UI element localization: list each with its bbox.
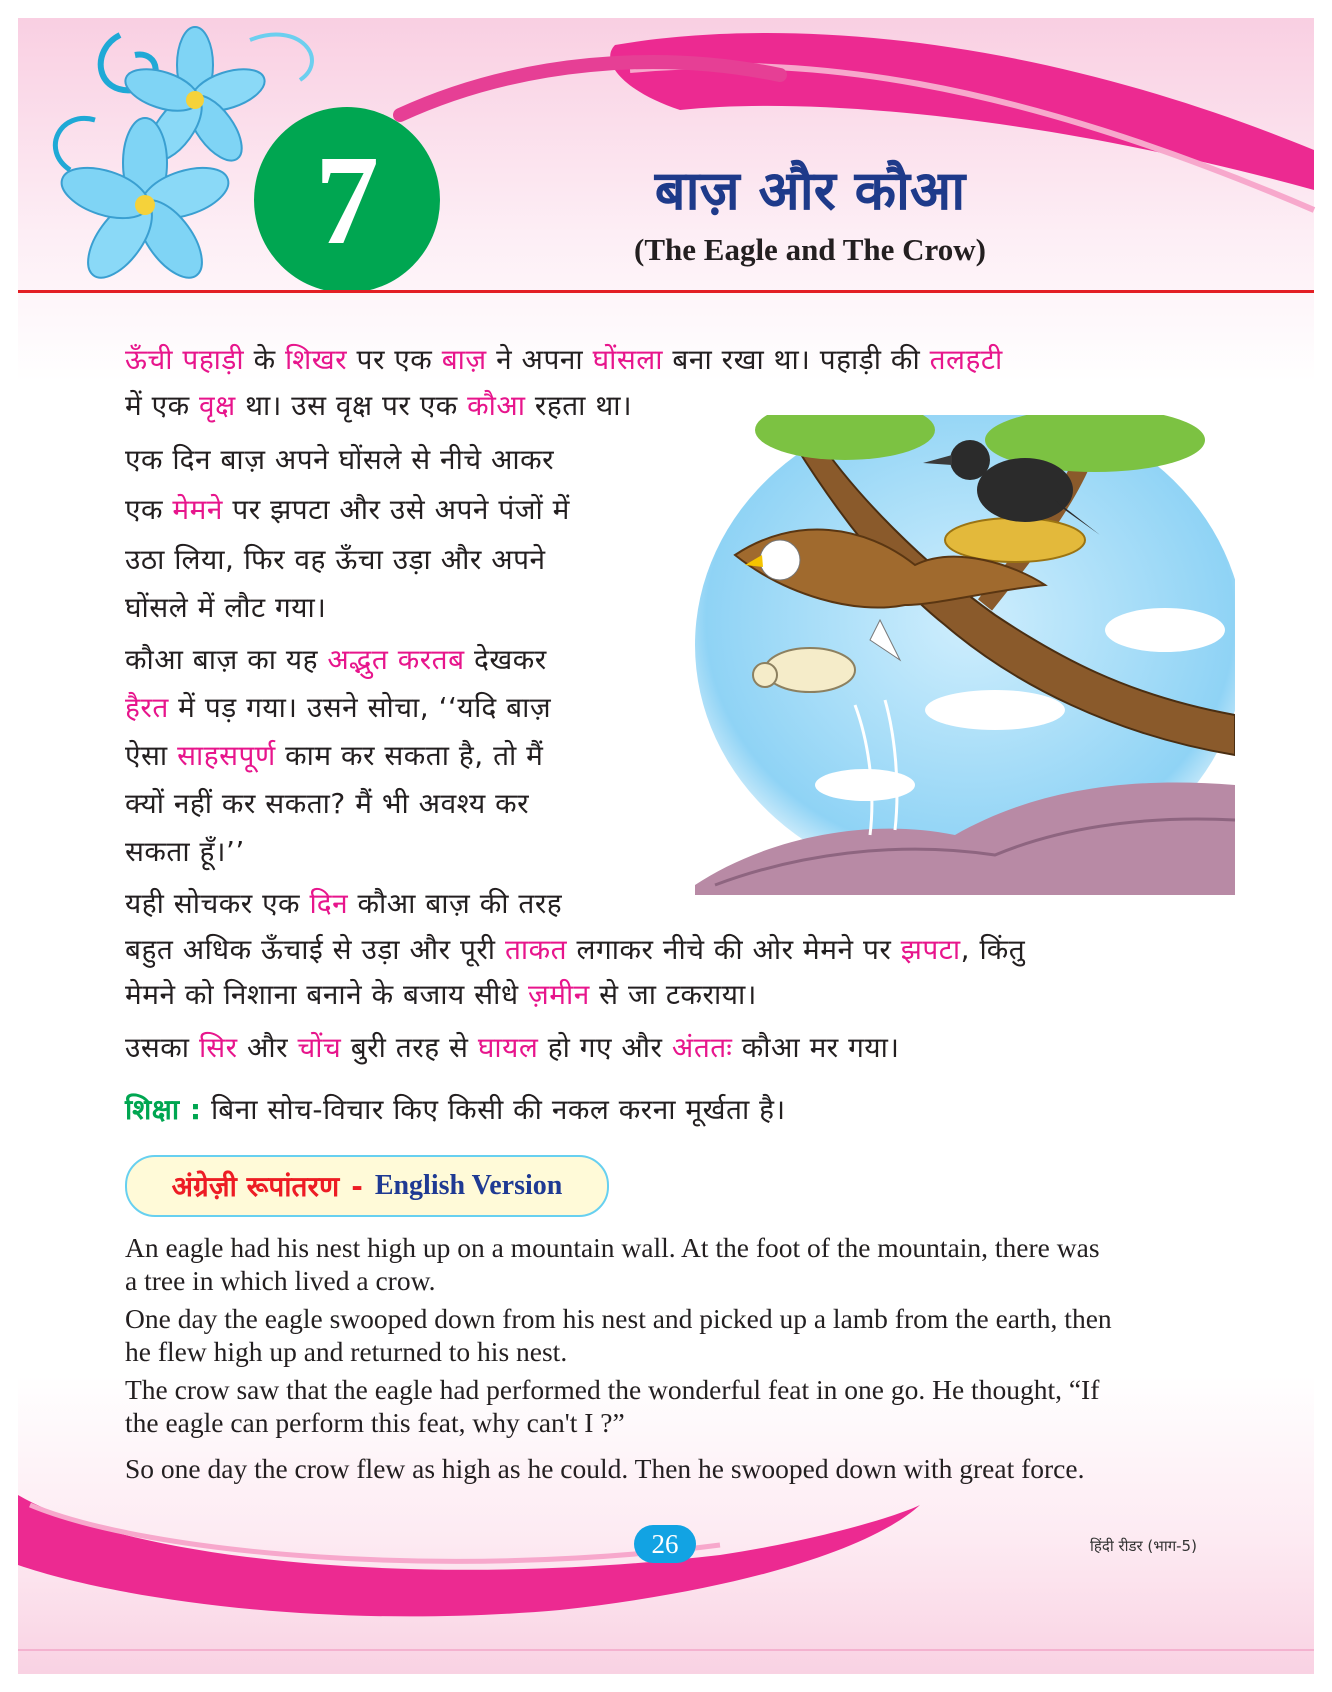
chapter-title-english: (The Eagle and The Crow) — [634, 232, 986, 267]
english-line: the eagle can perform this feat, why can't I ?” — [125, 1407, 625, 1438]
story-line: मेमने को निशाना बनाने के बजाय सीधे ज़मीन से जा टकराया। — [125, 978, 757, 1011]
story-line: में एक वृक्ष था। उस वृक्ष पर एक कौआ रहता था। — [125, 389, 633, 422]
story-line: ऐसा साहसपूर्ण काम कर सकता है, तो मैं — [125, 739, 544, 772]
moral-text: बिना सोच-विचार किए किसी की नकल करना मूर्खता है। — [210, 1093, 786, 1126]
english-line: The crow saw that the eagle had performed the wonderful feat in one go. He thought, “If — [125, 1374, 1100, 1405]
page-number: 26 — [634, 1525, 696, 1563]
story-line: बहुत अधिक ऊँचाई से उड़ा और पूरी ताकत लगाकर नीचे की ओर मेमने पर झपटा, किंतु — [125, 933, 1026, 966]
english-line: he flew high up and returned to his nest. — [125, 1336, 568, 1367]
moral-line — [125, 1090, 786, 1128]
story-line: क्यों नहीं कर सकता? मैं भी अवश्य कर — [125, 787, 530, 820]
chapter-title-hindi: बाज़ और कौआ — [654, 159, 966, 222]
english-version-label-hindi: अंग्रेज़ी रूपांतरण — [171, 1170, 340, 1203]
story-line: हैरत में पड़ गया। उसने सोचा, ‘‘यदि बाज़ — [125, 691, 552, 724]
story-line: उठा लिया, फिर वह ऊँचा उड़ा और अपने — [125, 543, 546, 576]
story-line: एक दिन बाज़ अपने घोंसले से नीचे आकर — [125, 443, 555, 476]
story-line: ऊँची पहाड़ी के शिखर पर एक बाज़ ने अपना घोंसला बना रखा था। पहाड़ी की तलहटी — [125, 343, 1003, 376]
english-line: a tree in which lived a crow. — [125, 1265, 436, 1296]
chapter-number-badge — [254, 107, 440, 293]
book-title-footer: हिंदी रीडर (भाग-5) — [1090, 1537, 1197, 1555]
moral-label: शिक्षा : — [125, 1093, 202, 1126]
story-line: कौआ बाज़ का यह अद्भुत करतब देखकर — [125, 643, 547, 676]
story-line: यही सोचकर एक दिन कौआ बाज़ की तरह — [125, 887, 563, 920]
story-line: उसका सिर और चोंच बुरी तरह से घायल हो गए और अंततः कौआ मर गया। — [125, 1031, 900, 1064]
story-line: सकता हूँ।’’ — [125, 835, 245, 868]
english-version-badge — [125, 1155, 609, 1217]
english-version-separator: - — [351, 1169, 363, 1203]
chapter-number: 7 — [315, 129, 379, 271]
story-line: एक मेमने पर झपटा और उसे अपने पंजों में — [125, 493, 570, 526]
english-line: So one day the crow flew as high as he could. Then he swooped down with great force. — [125, 1453, 1085, 1484]
english-version-label: English Version — [374, 1170, 563, 1201]
english-line: One day the eagle swooped down from his nest and picked up a lamb from the earth, then — [125, 1303, 1112, 1334]
header-divider — [18, 290, 1314, 293]
eagle-crow-lamb-illustration — [695, 415, 1235, 895]
english-line: An eagle had his nest high up on a mountain wall. At the foot of the mountain, there was — [125, 1232, 1100, 1263]
story-line: घोंसले में लौट गया। — [125, 591, 327, 624]
